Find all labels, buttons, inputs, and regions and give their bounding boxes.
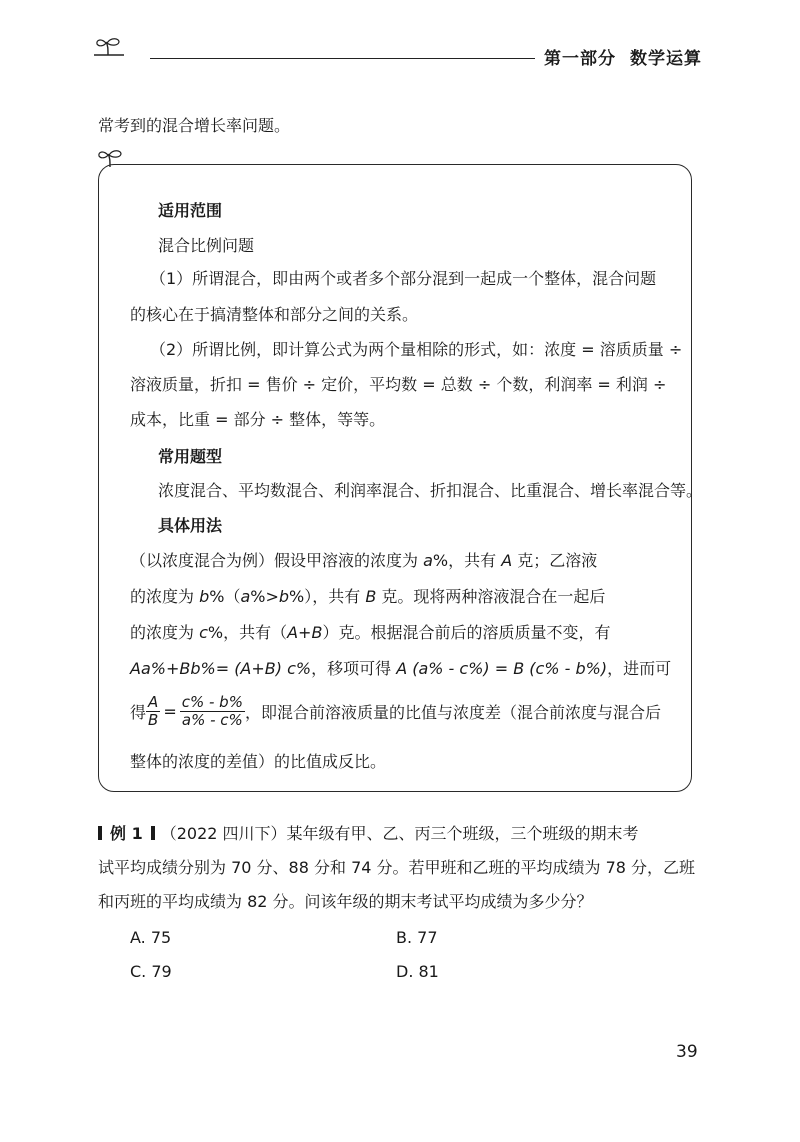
header-chapter: 数学运算 xyxy=(630,49,702,69)
usage-formula: A (a% - c%) = B (c% - b%) xyxy=(396,659,608,678)
usage-formula: Aa%+Bb%= (A+B) c% xyxy=(130,659,312,678)
example-label: 例 1 xyxy=(110,824,143,843)
sprout-icon xyxy=(94,36,124,56)
fraction-numerator: c% - b% xyxy=(181,693,243,711)
usage-text: ，移项可得 xyxy=(311,659,397,678)
usage-text: ）克。根据混合前后的溶质质量不变，有 xyxy=(322,623,611,642)
usage-text: 克；乙溶液 xyxy=(512,551,598,570)
usage-text: （以浓度混合为例）假设甲溶液的浓度为 xyxy=(130,551,424,570)
usage-text: ，即混合前溶液质量的比值与浓度差（混合前浓度与混合后 xyxy=(244,703,661,722)
header-part: 第一部分 xyxy=(544,49,616,69)
scope-p2-line1: （2）所谓比例，即计算公式为两个量相除的形式，如：浓度 = 溶质质量 ÷ xyxy=(150,340,683,359)
usage-text: 的浓度为 xyxy=(130,623,200,642)
usage-text: ，进而可 xyxy=(607,659,672,678)
usage-var: B xyxy=(365,587,377,606)
usage-line5: 得 $\frac{A}{B}$ = $\frac{c\% - b\%}{a\% - c\%}$ ，即混合前溶液质量的比值与浓度差（混合前浓度与混合后 xyxy=(130,693,661,729)
usage-var: a xyxy=(240,587,251,606)
usage-line3 xyxy=(130,620,610,643)
option-d[interactable]: D. 81 xyxy=(396,962,439,981)
example-line3: 和丙班的平均成绩为 82 分。问该年级的期末考试平均成绩为多少分？ xyxy=(98,892,593,911)
types-text: 浓度混合、平均数混合、利润率混合、折扣混合、比重混合、增长率混合等。 xyxy=(158,481,703,500)
usage-text: %，共有 xyxy=(432,551,502,570)
option-c[interactable]: C. 79 xyxy=(130,962,172,981)
scope-p1-line2: 的核心在于搞清整体和部分之间的关系。 xyxy=(130,305,419,324)
usage-text: 的浓度为 xyxy=(130,587,200,606)
usage-text: 克。现将两种溶液混合在一起后 xyxy=(376,587,606,606)
example-bar-left xyxy=(98,826,102,840)
usage-var: c xyxy=(199,623,208,642)
usage-var: A+B xyxy=(287,623,323,642)
header-rule xyxy=(150,58,535,59)
usage-text: %），共有 xyxy=(289,587,366,606)
usage-text: 得 xyxy=(130,703,147,722)
intro-text: 常考到的混合增长率问题。 xyxy=(98,116,291,135)
usage-line6: 整体的浓度的差值）的比值成反比。 xyxy=(130,752,387,771)
scope-p2-line3: 成本，比重 = 部分 ÷ 整体，等等。 xyxy=(130,410,386,429)
fraction-numerator: A xyxy=(146,694,160,712)
usage-text: %，共有（ xyxy=(207,623,288,642)
example-bar-right xyxy=(151,826,155,840)
usage-heading: 具体用法 xyxy=(158,516,223,535)
fraction-denominator: B xyxy=(148,711,159,729)
usage-text: %（ xyxy=(209,587,241,606)
example-text: （2022 四川下）某年级有甲、乙、丙三个班级，三个班级的期末考 xyxy=(160,824,639,843)
header-title xyxy=(544,44,702,69)
example-line2: 试平均成绩分别为 70 分、88 分和 74 分。若甲班和乙班的平均成绩为 78 分，乙班 xyxy=(98,858,696,877)
scope-heading: 适用范围 xyxy=(158,201,223,220)
fraction-a-over-b xyxy=(146,694,160,729)
usage-var: b xyxy=(199,587,210,606)
usage-line1 xyxy=(130,548,597,571)
usage-var: b xyxy=(278,587,290,606)
types-heading: 常用题型 xyxy=(158,447,223,466)
scope-p1-line1: （1）所谓混合，即由两个或者多个部分混到一起成一个整体，混合问题 xyxy=(150,269,657,288)
usage-var: a xyxy=(423,551,433,570)
scope-subheading: 混合比例问题 xyxy=(158,236,255,255)
scope-p2-line2: 溶液质量，折扣 = 售价 ÷ 定价，平均数 = 总数 ÷ 个数，利润率 = 利润 ÷ xyxy=(130,375,667,394)
fraction-concentration xyxy=(180,694,245,729)
usage-line4 xyxy=(130,656,671,679)
usage-line2 xyxy=(130,584,605,607)
page-number: 39 xyxy=(676,1042,698,1062)
option-b[interactable]: B. 77 xyxy=(396,928,438,947)
option-a[interactable]: A. 75 xyxy=(130,928,172,947)
usage-text: %> xyxy=(250,587,279,606)
usage-var: A xyxy=(501,551,513,570)
fraction-denominator: a% - c% xyxy=(181,711,243,729)
example-line1 xyxy=(98,822,639,846)
